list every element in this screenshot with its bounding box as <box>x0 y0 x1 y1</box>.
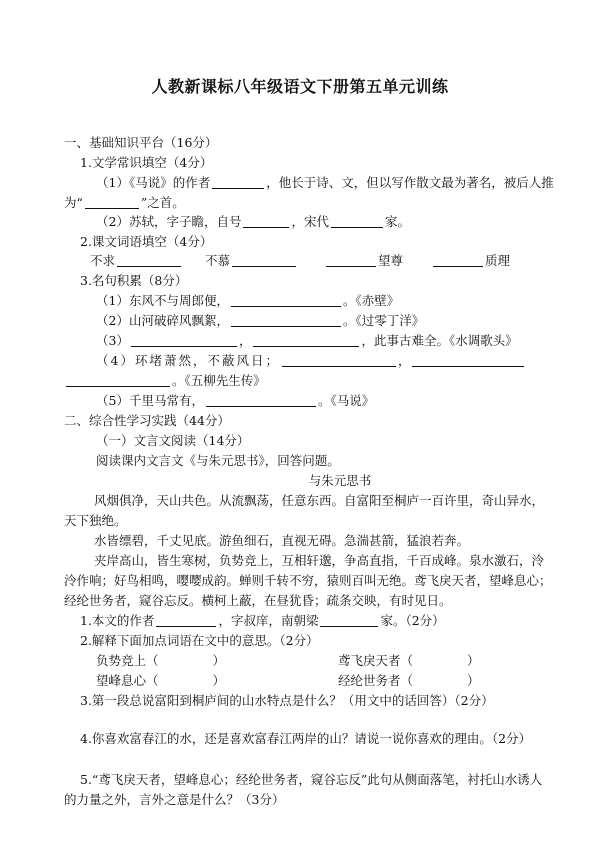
blank-nickname[interactable] <box>243 215 289 228</box>
paren-close-2: ） <box>467 653 480 668</box>
blank-verse4c[interactable] <box>66 374 170 387</box>
q2-word2: 不慕 <box>204 253 230 268</box>
s2-q5-line1: 5.“鸢飞戾天者，望峰息心；经纶世务者，窥谷忘反”此句从侧面落笔，衬托山水诱人 <box>80 772 543 787</box>
blank-title[interactable] <box>85 196 139 209</box>
blank-verse4a[interactable] <box>282 354 396 367</box>
q3-line1-text-b: 。《赤壁》 <box>342 293 400 308</box>
blank-passage-role[interactable] <box>320 614 378 627</box>
passage-title: 与朱元思书 <box>308 473 372 488</box>
paren-close-3: ） <box>212 673 226 688</box>
q2-heading: 2.课文词语填空（4分） <box>80 234 213 249</box>
q3-line2-text-a: （2）山河破碎风飘絮， <box>96 313 229 328</box>
blank-word2[interactable] <box>232 254 296 267</box>
reading-instruction: 阅读课内文言文《与朱元思书》，回答问题。 <box>96 453 340 468</box>
s2-q2-item2-label: 鸢飞戾天者（ <box>338 653 414 668</box>
q3-line4-text-b: ， <box>397 353 411 368</box>
q1-line3-text-b: ，宋代 <box>291 214 329 229</box>
q3-line4-text-a: （4）环堵萧然，不蔽风日； <box>96 353 280 368</box>
q3-line3-text-b: ， <box>238 333 252 348</box>
section1-heading: 一、基础知识平台（16分） <box>64 135 218 150</box>
s2-q4: 4.你喜欢富春江的水，还是喜欢富春江两岸的山？请说一说你喜欢的理由。（2分） <box>80 731 532 746</box>
q3-line3 <box>96 333 518 349</box>
q3-line4 <box>96 353 526 369</box>
blank-verse3b[interactable] <box>253 334 359 347</box>
paren-close-1: ） <box>212 653 226 668</box>
s2-q3: 3.第一段总说富阳到桐庐间的山水特点是什么？（用文中的话回答）（2分） <box>80 693 494 708</box>
q1-line3 <box>96 214 410 230</box>
blank-word4[interactable] <box>433 254 483 267</box>
q3-line1-text-a: （1）东风不与周郎便， <box>96 293 229 308</box>
blank-passage-author[interactable] <box>156 614 216 627</box>
q2-words <box>90 253 510 269</box>
s2-q2-item2 <box>338 653 480 669</box>
blank-author[interactable] <box>212 176 264 189</box>
page-title: 人教新课标八年级语文下册第五单元训练 <box>151 77 449 96</box>
blank-verse3a[interactable] <box>131 334 237 347</box>
q1-line2-text-b: ”之首。 <box>140 195 185 210</box>
q3-line6-text-a: （5）千里马常有， <box>96 393 204 408</box>
s2-q1-text-a: 1.本文的作者 <box>80 613 155 628</box>
s2-q5-line2: 的力量之外，言外之意是什么？（3分） <box>64 792 285 807</box>
passage-p1a: 风烟俱净，天山共色。从流飘荡，任意东西。自富阳至桐庐一百许里，奇山异水， <box>94 493 545 508</box>
section2-sub1: （一）文言文阅读（14分） <box>96 433 250 448</box>
q3-line5-text-b: 。《五柳先生传》 <box>172 373 266 388</box>
q1-line2 <box>64 195 185 211</box>
s2-q2-item3-label: 望峰息心（ <box>96 673 159 688</box>
q3-line1 <box>96 293 399 309</box>
blank-word1[interactable] <box>117 254 181 267</box>
q3-line6 <box>96 393 374 409</box>
passage-p2: 水皆缥碧，千丈见底。游鱼细石，直视无碍。急湍甚箭，猛浪若奔。 <box>94 533 470 548</box>
q1-line3-text-a: （2）苏轼，字子瞻，自号 <box>96 214 242 229</box>
q2-word3: 望尊 <box>377 253 403 268</box>
q1-line1-text-a: （1）《马说》的作者 <box>96 175 211 190</box>
q3-line5 <box>64 373 266 389</box>
s2-q1 <box>80 613 445 629</box>
q3-line3-text-a: （3） <box>96 333 129 348</box>
q3-line2 <box>96 313 424 329</box>
blank-verse5[interactable] <box>206 394 316 407</box>
s2-q2-item1 <box>96 653 225 669</box>
q3-heading: 3.名句积累（8分） <box>80 273 188 288</box>
s2-q1-text-c: 家。（2分） <box>380 613 445 628</box>
q1-line1 <box>96 175 554 191</box>
blank-word3[interactable] <box>326 254 376 267</box>
q2-word4: 质理 <box>484 253 510 268</box>
s2-q2-item4 <box>338 673 480 689</box>
s2-q2: 2.解释下面加点词语在文中的意思。（2分） <box>80 633 319 648</box>
blank-dynasty-role[interactable] <box>331 215 383 228</box>
blank-verse2[interactable] <box>231 314 341 327</box>
blank-verse1[interactable] <box>231 294 341 307</box>
s2-q2-item3 <box>96 673 225 689</box>
q1-line2-text-a: 为“ <box>64 195 83 210</box>
q1-line3-text-c: 家。 <box>384 214 410 229</box>
passage-p3a: 夹岸高山，皆生寒树，负势竞上，互相轩邈，争高直指，千百成峰。泉水激石，泠 <box>94 553 545 568</box>
section2-heading: 二、综合性学习实践（44分） <box>64 413 230 428</box>
q3-line2-text-b: 。《过零丁洋》 <box>342 313 425 328</box>
q2-word1: 不求 <box>90 253 116 268</box>
paren-close-4: ） <box>467 673 480 688</box>
s2-q1-text-b: ，字叔庠，南朝梁 <box>218 613 319 628</box>
blank-verse4b[interactable] <box>412 354 524 367</box>
passage-p1b: 天下独绝。 <box>64 513 127 528</box>
q3-line3-text-c: ，此事古难全。《水调歌头》 <box>361 333 518 348</box>
s2-q2-item1-label: 负势竞上（ <box>96 653 159 668</box>
passage-p3b: 泠作响；好鸟相鸣，嘤嘤成韵。蝉则千转不穷，猿则百叫无绝。鸢飞戾天者，望峰息心； <box>64 573 552 588</box>
passage-p3c: 经纶世务者，窥谷忘反。横柯上蔽，在昼犹昏；疏条交映，有时见日。 <box>64 593 452 608</box>
q1-heading: 1.文学常识填空（4分） <box>80 155 213 170</box>
q1-line1-text-b: ，他长于诗、文，但以写作散文最为著名，被后人推 <box>266 175 554 190</box>
q3-line6-text-b: 。《马说》 <box>317 393 375 408</box>
s2-q2-item4-label: 经纶世务者（ <box>338 673 414 688</box>
